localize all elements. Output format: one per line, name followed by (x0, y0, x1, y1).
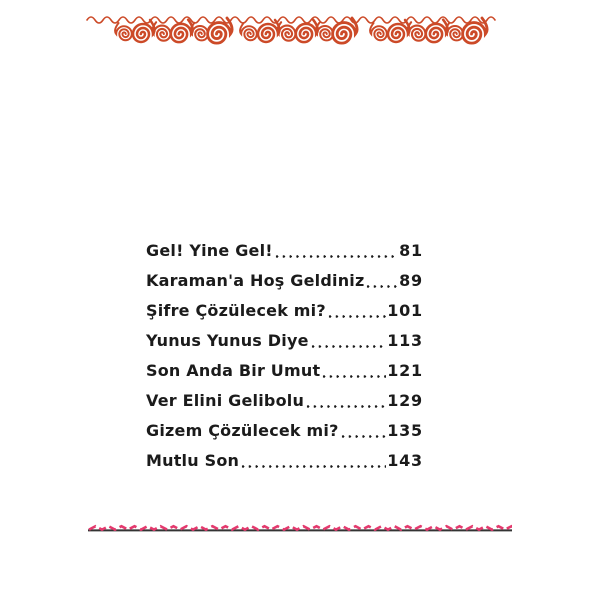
chapter-title: Şifre Çözülecek mi? (146, 301, 326, 320)
spiral-curl (388, 20, 409, 42)
page-number: 89 (399, 271, 423, 290)
toc-entry (146, 356, 423, 386)
page-number: 81 (399, 241, 423, 260)
table-of-contents (146, 236, 423, 476)
spiral-curl (208, 18, 232, 43)
spiral-curl (258, 20, 279, 42)
spiral-curl (463, 18, 487, 43)
toc-entry (146, 296, 423, 326)
spiral-curl (370, 23, 387, 40)
spiral-curl (240, 23, 257, 40)
toc-entry (146, 266, 423, 296)
dot-leader (327, 296, 386, 326)
spiral-curl (296, 20, 318, 42)
chapter-title: Gizem Çözülecek mi? (146, 421, 339, 440)
chapter-title: Son Anda Bir Umut (146, 361, 321, 380)
page-number: 101 (387, 301, 423, 320)
chapter-title: Ver Elini Gelibolu (146, 391, 305, 410)
swirl-border-ornament (85, 12, 500, 52)
toc-entry (146, 386, 423, 416)
spiral-curl (115, 23, 132, 40)
toc-entry (146, 446, 423, 476)
spiral-curl (133, 20, 154, 42)
toc-entry (146, 236, 423, 266)
dot-leader (305, 386, 386, 416)
page-number: 121 (387, 361, 423, 380)
page-number: 143 (387, 451, 423, 470)
dot-leader (321, 356, 386, 386)
spiral-curl (426, 20, 448, 42)
stitch-border-ornament (88, 523, 512, 535)
dot-leader (310, 326, 387, 356)
dot-leader (340, 416, 387, 446)
page-number: 135 (387, 421, 423, 440)
dot-leader (240, 446, 386, 476)
chapter-title: Gel! Yine Gel! (146, 241, 273, 260)
spiral-curl (171, 20, 193, 42)
toc-entry (146, 416, 423, 446)
dot-leader (365, 266, 398, 296)
wave-line (87, 17, 495, 23)
page-number: 113 (387, 331, 423, 350)
toc-entry (146, 326, 423, 356)
page-number: 129 (387, 391, 423, 410)
chapter-title: Yunus Yunus Diye (146, 331, 309, 350)
dot-leader (274, 236, 398, 266)
stitch-zigzag (89, 526, 512, 529)
chapter-title: Mutlu Son (146, 451, 240, 470)
chapter-title: Karaman'a Hoş Geldiniz (146, 271, 365, 290)
